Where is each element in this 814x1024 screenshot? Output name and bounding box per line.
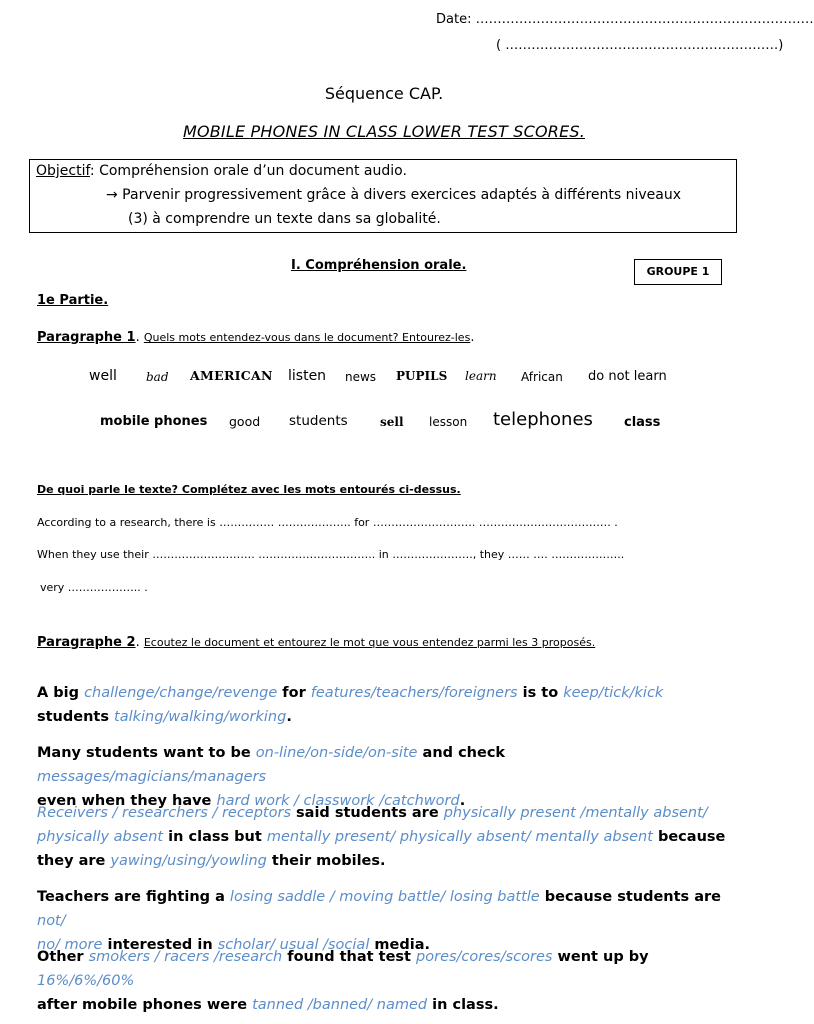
- sentence-5: Other smokers / racers /research found that test pores/cores/scores went up by 16%/6%/60% after mobile phones were tanned /banned/ named in class.: [37, 949, 649, 1013]
- word-option[interactable]: news: [345, 370, 377, 384]
- choice-group[interactable]: pores/cores/scores: [416, 949, 553, 965]
- sentence-1: A big challenge/change/revenge for features/teachers/foreigners is to keep/tick/kick students talking/walking/working.: [37, 685, 664, 725]
- word-option[interactable]: good: [229, 414, 261, 429]
- choice-group[interactable]: scholar/ usual /social: [217, 937, 370, 953]
- document-title: MOBILE PHONES IN CLASS LOWER TEST SCORES.: [182, 122, 586, 141]
- paragraph-1-instruction: Quels mots entendez-vous dans le document? Entourez-les: [143, 331, 471, 344]
- choice-group[interactable]: Receivers / researchers / receptors: [37, 805, 291, 821]
- word-option[interactable]: lesson: [429, 415, 468, 429]
- choice-group[interactable]: messages/magicians/managers: [37, 769, 267, 785]
- date-line: Date: ……………………………………………………………………: [436, 12, 814, 27]
- choice-group[interactable]: yawing/using/yowling: [110, 853, 267, 869]
- sequence-title: Séquence CAP.: [324, 84, 444, 103]
- word-option[interactable]: PUPILS: [396, 369, 448, 383]
- paragraph-2-label: Paragraphe 2: [37, 635, 136, 650]
- choice-group[interactable]: hard work / classwork /catchword: [216, 793, 460, 809]
- fill-line: When they use their ………………………. ………………………….. in …………………., they …… …. ………………..: [37, 548, 625, 561]
- paragraph-1-label: Paragraphe 1: [37, 330, 136, 345]
- choice-group[interactable]: features/teachers/foreigners: [310, 685, 518, 701]
- word-option[interactable]: sell: [380, 415, 404, 429]
- objective-label: Objectif: [36, 163, 90, 179]
- choice-group[interactable]: physically absent: [37, 829, 164, 845]
- word-option[interactable]: class: [624, 415, 661, 430]
- part-heading: 1e Partie.: [37, 293, 109, 308]
- sentence-3: Receivers / researchers / receptors said students are physically present /mentally absent/ physically absent in class but mentally present/ physically absent/ mentally absent because they are yawing/using/yowling their mobiles.: [37, 805, 726, 869]
- choice-group[interactable]: mentally present/ physically absent/ mentally absent: [266, 829, 653, 845]
- paragraph-2-instruction: Ecoutez le document et entourez le mot que vous entendez parmi les 3 proposés.: [143, 636, 596, 649]
- choice-group[interactable]: no/ more: [37, 937, 103, 953]
- choice-group[interactable]: on-line/on-side/on-site: [255, 745, 418, 761]
- sentence-4: Teachers are fighting a losing saddle / moving battle/ losing battle because students are not/ no/ more interested in scholar/ usual /social media.: [37, 889, 721, 953]
- word-option[interactable]: students: [289, 413, 348, 429]
- paragraph-1-heading: Paragraphe 1. Quels mots entendez-vous dans le document? Entourez-les.: [37, 330, 475, 345]
- objective-box: [29, 159, 737, 233]
- fill-line: very ……………….. .: [40, 581, 148, 594]
- word-option[interactable]: well: [89, 368, 117, 384]
- choice-group[interactable]: tanned /banned/ named: [252, 997, 428, 1013]
- choice-group[interactable]: not/: [37, 913, 66, 929]
- word-option[interactable]: bad: [146, 370, 169, 384]
- fill-line: According to a research, there is …………… ……………….. for ………………………. ……………………………… .: [37, 516, 618, 529]
- sentence-2: Many students want to be on-line/on-side/on-site and check messages/magicians/managers even when they have hard work / classwork /catchword.: [37, 745, 506, 809]
- choice-group[interactable]: keep/tick/kick: [563, 685, 664, 701]
- choice-group[interactable]: physically present /mentally absent/: [443, 805, 708, 821]
- word-option[interactable]: African: [521, 370, 563, 384]
- word-option[interactable]: telephones: [493, 409, 593, 430]
- word-option[interactable]: mobile phones: [100, 414, 208, 429]
- choice-group[interactable]: 16%/6%/60%: [37, 973, 135, 989]
- objective-text-1: : Compréhension orale d’un document audio.: [89, 163, 407, 179]
- choice-group[interactable]: smokers / racers /research: [88, 949, 283, 965]
- word-option[interactable]: do not learn: [588, 369, 667, 384]
- objective-line-2: → Parvenir progressivement grâce à divers exercices adaptés à différents niveaux: [106, 187, 682, 203]
- choice-group[interactable]: talking/walking/working: [114, 709, 287, 725]
- objective-line-1: [36, 163, 407, 179]
- choice-group[interactable]: losing saddle / moving battle/ losing battle: [229, 889, 540, 905]
- word-option[interactable]: learn: [465, 369, 497, 383]
- name-line: ( ………………………………………………………): [496, 38, 784, 53]
- question-heading: De quoi parle le texte? Complétez avec les mots entourés ci-dessus.: [37, 483, 461, 496]
- objective-line-3: (3) à comprendre un texte dans sa globalité.: [128, 211, 441, 227]
- word-option[interactable]: AMERICAN: [190, 368, 273, 383]
- group-badge: GROUPE 1: [634, 259, 722, 285]
- choice-group[interactable]: challenge/change/revenge: [84, 685, 278, 701]
- paragraph-2-heading: Paragraphe 2. Ecoutez le document et entourez le mot que vous entendez parmi les 3 proposés.: [37, 635, 596, 650]
- word-option[interactable]: listen: [288, 368, 327, 384]
- section-heading: I. Compréhension orale.: [291, 258, 467, 273]
